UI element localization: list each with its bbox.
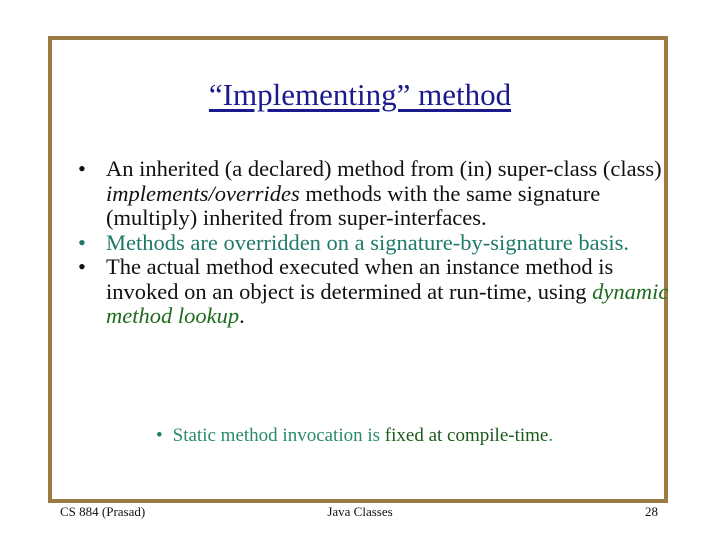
footer-page-number: 28 bbox=[645, 504, 658, 519]
bullet-text: methods with the same signature (multiply) inherited from super-interfaces. bbox=[106, 180, 601, 230]
sub-bullet-static-invocation bbox=[156, 425, 676, 447]
bullet-text: Methods are overridden on a signature-by-signature basis. bbox=[106, 229, 629, 255]
bullet-item-signature-basis bbox=[78, 231, 678, 256]
sub-bullet-suffix: . bbox=[548, 425, 554, 446]
slide-title bbox=[0, 77, 720, 113]
footer-course: CS 884 (Prasad) bbox=[60, 504, 146, 519]
bullet-item-dynamic-lookup bbox=[78, 255, 678, 329]
bullet-emphasis: dynamic method lookup bbox=[106, 278, 669, 328]
sub-bullet-icon: • bbox=[156, 425, 163, 446]
footer-topic: Java Classes bbox=[327, 504, 393, 519]
sub-bullet-text: Static method invocation is bbox=[172, 425, 385, 446]
bullet-icon: • bbox=[78, 156, 86, 181]
bullet-text: The actual method executed when an instance method is invoked on an object is determined at run-time, using bbox=[106, 254, 614, 304]
bullet-list bbox=[78, 157, 678, 329]
sub-bullet-emphasis: fixed at compile-time bbox=[384, 425, 549, 446]
bullet-emphasis: implements/overrides bbox=[106, 180, 300, 206]
bullet-text: . bbox=[239, 303, 245, 328]
bullet-icon: • bbox=[78, 229, 86, 255]
slide-title-text: “Implementing” method bbox=[208, 77, 512, 112]
bullet-item-inherited-method bbox=[78, 157, 678, 231]
bullet-text: An inherited (a declared) method from (in) super-class (class) bbox=[106, 156, 662, 181]
bullet-icon: • bbox=[78, 254, 86, 279]
